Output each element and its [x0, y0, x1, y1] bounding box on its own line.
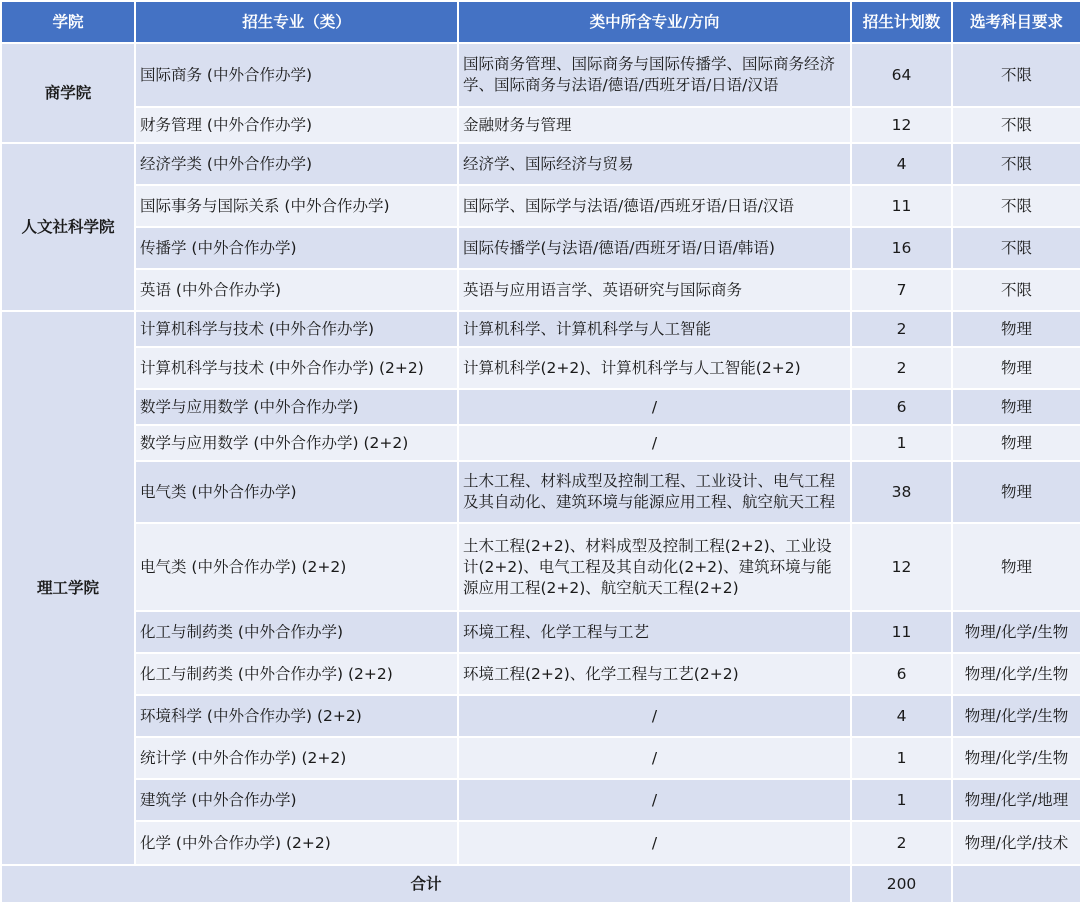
requirement-cell: 不限 [952, 43, 1080, 107]
directions-cell: 环境工程(2+2)、化学工程与工艺(2+2) [458, 653, 851, 695]
directions-cell: 计算机科学、计算机科学与人工智能 [458, 311, 851, 347]
plan-cell: 38 [851, 461, 952, 523]
plan-cell: 12 [851, 107, 952, 143]
directions-cell: 国际商务管理、国际商务与国际传播学、国际商务经济学、国际商务与法语/德语/西班牙语/日语/汉语 [458, 43, 851, 107]
total-plan: 200 [851, 865, 952, 903]
requirement-cell: 不限 [952, 143, 1080, 185]
plan-cell: 11 [851, 611, 952, 653]
major-cell: 经济学类 (中外合作办学) [135, 143, 458, 185]
plan-cell: 7 [851, 269, 952, 311]
table-row [1, 185, 1080, 227]
table-row [1, 695, 1080, 737]
header-row [1, 1, 1080, 43]
directions-cell: / [458, 389, 851, 425]
plan-cell: 12 [851, 523, 952, 611]
plan-cell: 2 [851, 821, 952, 865]
directions-cell: / [458, 695, 851, 737]
major-cell: 财务管理 (中外合作办学) [135, 107, 458, 143]
directions-cell: 环境工程、化学工程与工艺 [458, 611, 851, 653]
plan-cell: 64 [851, 43, 952, 107]
major-cell: 英语 (中外合作办学) [135, 269, 458, 311]
table-row [1, 269, 1080, 311]
directions-cell: / [458, 779, 851, 821]
directions-cell: 金融财务与管理 [458, 107, 851, 143]
major-cell: 数学与应用数学 (中外合作办学) (2+2) [135, 425, 458, 461]
table-row [1, 737, 1080, 779]
header-major: 招生专业（类） [135, 1, 458, 43]
requirement-cell: 物理 [952, 461, 1080, 523]
table-row [1, 107, 1080, 143]
plan-cell: 4 [851, 143, 952, 185]
plan-cell: 1 [851, 779, 952, 821]
plan-cell: 1 [851, 737, 952, 779]
directions-cell: 土木工程(2+2)、材料成型及控制工程(2+2)、工业设计(2+2)、电气工程及其自动化(2+2)、建筑环境与能源应用工程(2+2)、航空航天工程(2+2) [458, 523, 851, 611]
major-cell: 计算机科学与技术 (中外合作办学) [135, 311, 458, 347]
major-cell: 电气类 (中外合作办学) (2+2) [135, 523, 458, 611]
header-college: 学院 [1, 1, 135, 43]
table-row [1, 143, 1080, 185]
major-cell: 化学 (中外合作办学) (2+2) [135, 821, 458, 865]
table-row [1, 611, 1080, 653]
table-row [1, 227, 1080, 269]
table-row [1, 461, 1080, 523]
table-body [1, 43, 1080, 865]
major-cell: 传播学 (中外合作办学) [135, 227, 458, 269]
table-row [1, 389, 1080, 425]
directions-cell: 经济学、国际经济与贸易 [458, 143, 851, 185]
requirement-cell: 物理 [952, 311, 1080, 347]
table-row [1, 347, 1080, 389]
total-label: 合计 [1, 865, 851, 903]
header-plan: 招生计划数 [851, 1, 952, 43]
requirement-cell: 物理 [952, 347, 1080, 389]
major-cell: 建筑学 (中外合作办学) [135, 779, 458, 821]
requirement-cell: 物理/化学/生物 [952, 695, 1080, 737]
table-row [1, 653, 1080, 695]
major-cell: 国际事务与国际关系 (中外合作办学) [135, 185, 458, 227]
requirement-cell: 不限 [952, 185, 1080, 227]
directions-cell: 英语与应用语言学、英语研究与国际商务 [458, 269, 851, 311]
requirement-cell: 不限 [952, 227, 1080, 269]
major-cell: 电气类 (中外合作办学) [135, 461, 458, 523]
directions-cell: 土木工程、材料成型及控制工程、工业设计、电气工程及其自动化、建筑环境与能源应用工程、航空航天工程 [458, 461, 851, 523]
directions-cell: 国际学、国际学与法语/德语/西班牙语/日语/汉语 [458, 185, 851, 227]
requirement-cell: 物理 [952, 389, 1080, 425]
college-name: 商学院 [1, 43, 135, 143]
directions-cell: 计算机科学(2+2)、计算机科学与人工智能(2+2) [458, 347, 851, 389]
total-row [1, 865, 1080, 903]
header-directions: 类中所含专业/方向 [458, 1, 851, 43]
plan-cell: 6 [851, 653, 952, 695]
table-row [1, 779, 1080, 821]
requirement-cell: 物理/化学/地理 [952, 779, 1080, 821]
table-row [1, 43, 1080, 107]
major-cell: 统计学 (中外合作办学) (2+2) [135, 737, 458, 779]
table-row [1, 311, 1080, 347]
college-name: 理工学院 [1, 311, 135, 865]
plan-cell: 16 [851, 227, 952, 269]
plan-cell: 6 [851, 389, 952, 425]
directions-cell: / [458, 737, 851, 779]
requirement-cell: 物理/化学/生物 [952, 611, 1080, 653]
plan-cell: 11 [851, 185, 952, 227]
college-name: 人文社科学院 [1, 143, 135, 311]
major-cell: 化工与制药类 (中外合作办学) (2+2) [135, 653, 458, 695]
requirement-cell: 物理 [952, 425, 1080, 461]
requirement-cell: 物理/化学/生物 [952, 737, 1080, 779]
total-requirement [952, 865, 1080, 903]
major-cell: 数学与应用数学 (中外合作办学) [135, 389, 458, 425]
plan-cell: 4 [851, 695, 952, 737]
plan-cell: 2 [851, 347, 952, 389]
major-cell: 环境科学 (中外合作办学) (2+2) [135, 695, 458, 737]
header-requirement: 选考科目要求 [952, 1, 1080, 43]
table-row [1, 821, 1080, 865]
table-row [1, 425, 1080, 461]
plan-cell: 2 [851, 311, 952, 347]
table-row [1, 523, 1080, 611]
major-cell: 国际商务 (中外合作办学) [135, 43, 458, 107]
directions-cell: 国际传播学(与法语/德语/西班牙语/日语/韩语) [458, 227, 851, 269]
requirement-cell: 不限 [952, 269, 1080, 311]
major-cell: 化工与制药类 (中外合作办学) [135, 611, 458, 653]
requirement-cell: 物理 [952, 523, 1080, 611]
directions-cell: / [458, 425, 851, 461]
requirement-cell: 物理/化学/技术 [952, 821, 1080, 865]
directions-cell: / [458, 821, 851, 865]
plan-cell: 1 [851, 425, 952, 461]
requirement-cell: 不限 [952, 107, 1080, 143]
requirement-cell: 物理/化学/生物 [952, 653, 1080, 695]
major-cell: 计算机科学与技术 (中外合作办学) (2+2) [135, 347, 458, 389]
